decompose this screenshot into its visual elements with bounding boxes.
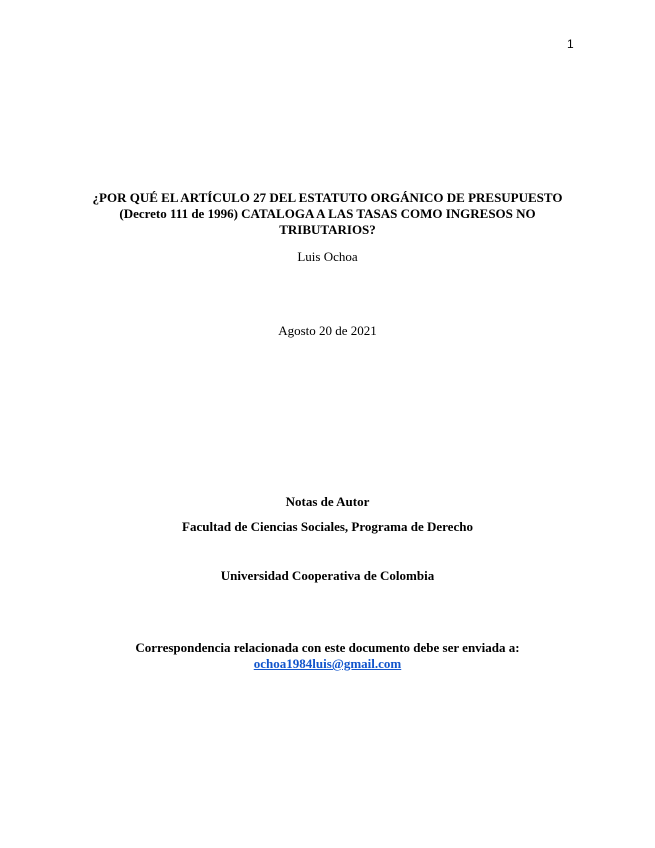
page-number: 1 [567, 37, 574, 51]
faculty-line: Facultad de Ciencias Sociales, Programa de Derecho [182, 519, 473, 534]
author-notes-heading: Notas de Autor [285, 494, 370, 509]
correspondence-text: Correspondencia relacionada con este documento debe ser enviada a: [135, 640, 520, 655]
email-link[interactable]: ochoa1984luis@gmail.com [253, 656, 402, 671]
correspondence-block [0, 640, 655, 672]
university-line: Universidad Cooperativa de Colombia [220, 568, 435, 583]
document-date: Agosto 20 de 2021 [278, 323, 377, 338]
author-name: Luis Ochoa [297, 249, 358, 264]
document-title: ¿POR QUÉ EL ARTÍCULO 27 DEL ESTATUTO ORGÁNICO DE PRESUPUESTO (Decreto 111 de 1996) CATALOGA A LAS TASAS COMO INGRESOS NO TRIBUTARIOS? [92, 190, 563, 237]
